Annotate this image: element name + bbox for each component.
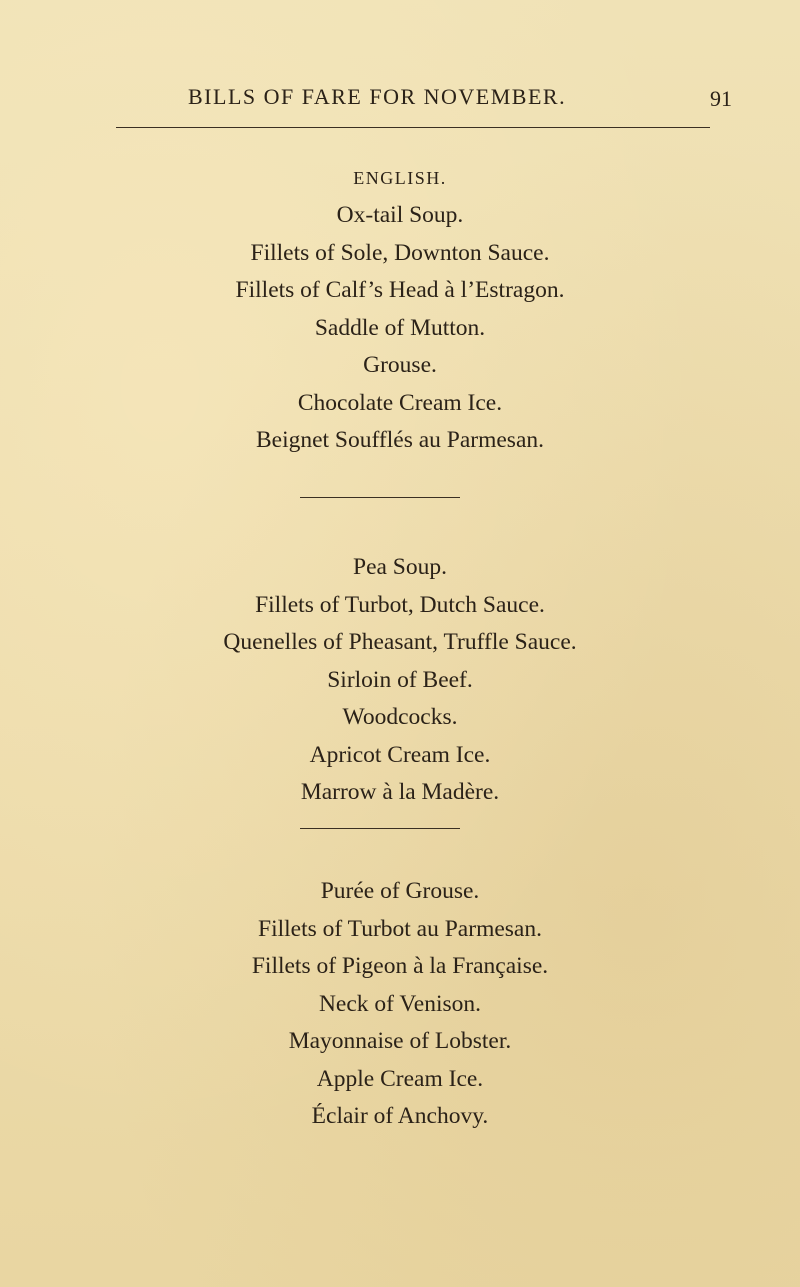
menu-item: Purée of Grouse. <box>320 878 480 904</box>
running-head <box>140 82 732 112</box>
menu-divider <box>300 497 460 498</box>
menu-item: Ox-tail Soup. <box>336 202 464 228</box>
menu-divider <box>300 828 460 829</box>
bill-of-fare-1 <box>0 197 800 460</box>
menu-item: Marrow à la Madère. <box>300 779 500 805</box>
running-title: BILLS OF FARE FOR NOVEMBER. <box>188 84 567 109</box>
menu-item: Fillets of Turbot, Dutch Sauce. <box>255 591 545 618</box>
menu-item: Neck of Venison. <box>318 990 482 1017</box>
menu-item: Sirloin of Beef. <box>327 666 473 693</box>
page-number: 91 <box>710 86 732 111</box>
menu-item: Fillets of Turbot au Parmesan. <box>258 915 542 942</box>
menu-item: Woodcocks. <box>342 704 458 730</box>
header-rule <box>116 127 710 128</box>
bill-of-fare-3 <box>0 873 800 1136</box>
menu-item: Fillets of Pigeon à la Française. <box>251 953 549 979</box>
menu-item: Beignet Soufflés au Parmesan. <box>255 427 545 453</box>
menu-item: Apple Cream Ice. <box>316 1065 484 1092</box>
menu-item: Saddle of Mutton. <box>314 314 486 341</box>
menu-item: Mayonnaise of Lobster. <box>288 1028 512 1054</box>
menu-item: Quenelles of Pheasant, Truffle Sauce. <box>223 629 577 655</box>
section-heading: ENGLISH. <box>353 168 447 188</box>
menu-item: Fillets of Calf’s Head à l’Estragon. <box>235 277 565 303</box>
menu-item: Fillets of Sole, Downton Sauce. <box>250 239 550 266</box>
bill-of-fare-2 <box>0 549 800 812</box>
menu-item: Éclair of Anchovy. <box>311 1103 489 1129</box>
menu-item: Pea Soup. <box>353 554 447 580</box>
menu-item: Chocolate Cream Ice. <box>297 389 503 416</box>
menu-item: Apricot Cream Ice. <box>309 741 491 768</box>
menu-item: Grouse. <box>363 352 437 378</box>
